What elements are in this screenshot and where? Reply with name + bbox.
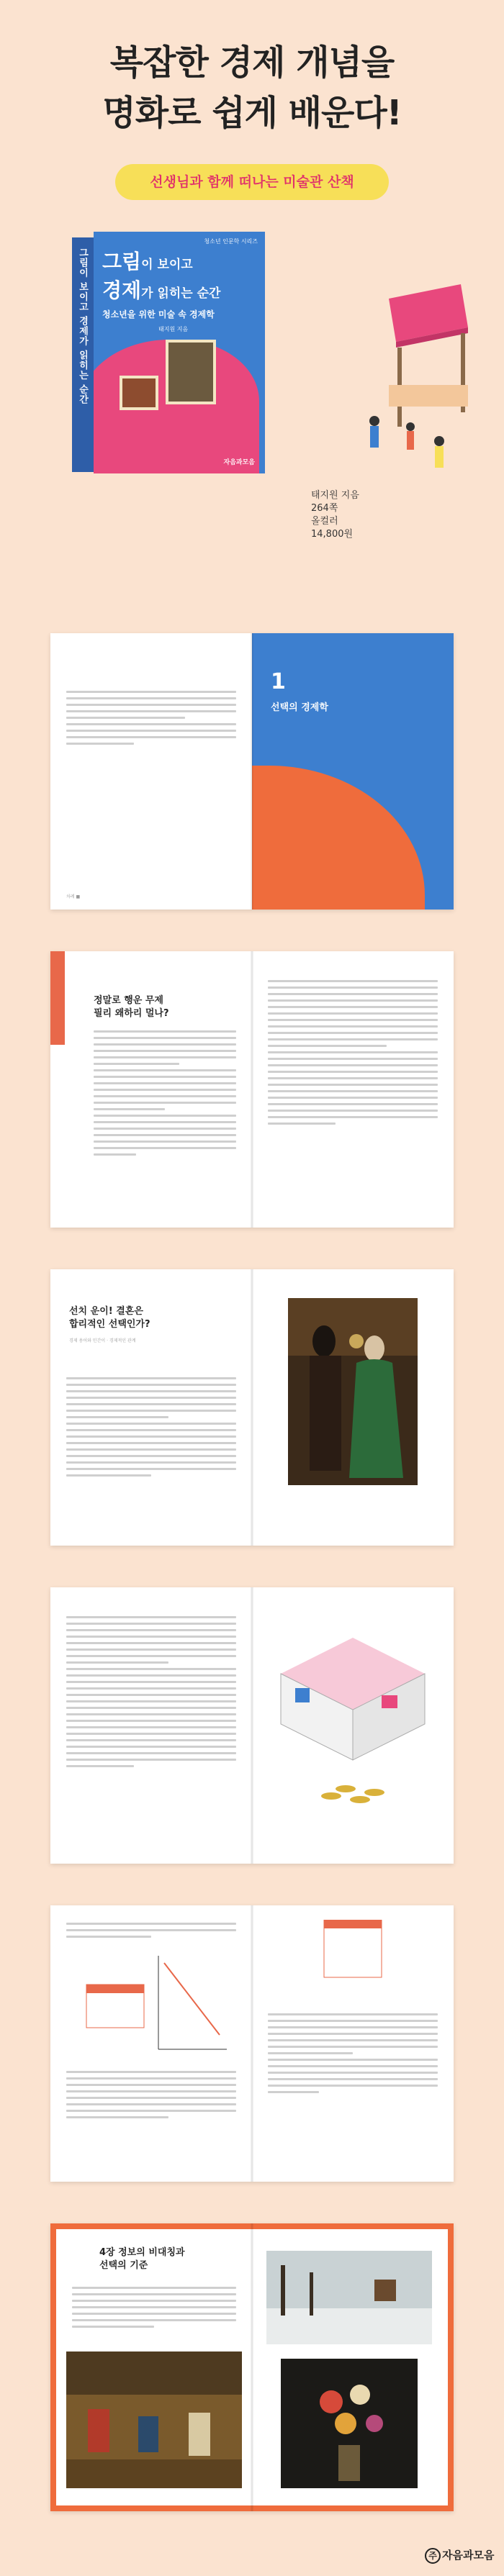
spread-left-page (50, 633, 252, 910)
tagline-pill: 선생님과 함께 떠나는 미술관 산책 (115, 164, 389, 200)
chapter-illustration-shape (252, 766, 425, 910)
book-cover-3d (72, 232, 265, 473)
economics-table-illustration (281, 1920, 425, 2006)
sample-spread-illustration (50, 1587, 454, 1864)
section-title: 정말로 행운 무제 필리 왜하리 멀나? (94, 995, 169, 1019)
body-text-block (66, 1377, 236, 1481)
spread-right-page (252, 1905, 454, 2182)
section-title: 4장 정보의 비대칭과 선택의 기준 (99, 2247, 185, 2271)
headline: 복잡한 경제 개념을 명화로 쉽게 배운다! (102, 42, 402, 133)
book-info: 태지원 지음 264쪽 올컬러 14,800원 (311, 490, 359, 540)
spine-title: 그림이 보이고 경제가 읽히는 순간 (77, 248, 88, 405)
body-text-block (66, 1923, 236, 1942)
body-text-block (66, 691, 236, 749)
sample-spread-chapter-opener (50, 633, 454, 910)
winter-landscape-painting-image (266, 2251, 432, 2344)
flower-still-life-painting-image (281, 2359, 418, 2488)
book-spine (72, 237, 94, 472)
spread-right-page (252, 1269, 454, 1546)
spread-right-page (252, 1587, 454, 1864)
cover-publisher: 자음과모음 (223, 459, 255, 466)
cover-series: 청소년 인문학 시리즈 (204, 238, 258, 245)
book-cover (94, 232, 265, 473)
body-text-block (268, 2013, 438, 2097)
market-stall-illustration (360, 284, 475, 486)
chapter-number: 1 (271, 669, 286, 694)
bruegel-painting-image (66, 2351, 242, 2488)
section-title: 선치 운이! 결혼은 합리적인 선택인가? (69, 1306, 150, 1330)
economics-graph-illustration (72, 1949, 230, 2056)
chapter-title: 선택의 경제학 (271, 702, 328, 713)
body-text-block (268, 980, 438, 1129)
body-text-block (66, 2071, 236, 2123)
spread-left-page (56, 2229, 252, 2505)
publisher-logo: 주 자음과모음 (425, 2547, 494, 2564)
body-text-block (72, 2287, 236, 2332)
spread-left-page (50, 1269, 252, 1546)
sample-spread-graph (50, 1905, 454, 2182)
cover-title: 그림이 보이고 경제가 읽히는 순간 (102, 250, 221, 302)
spread-right-page (252, 633, 454, 910)
spread-left-page (50, 951, 252, 1228)
spread-left-page (50, 1905, 252, 2182)
sample-spread-chapter4 (50, 2223, 454, 2511)
body-text-block (94, 1030, 236, 1160)
body-text-block (66, 1616, 236, 1772)
sample-spread-text (50, 951, 454, 1228)
logo-mark-icon: 주 (425, 2548, 441, 2564)
arnolfini-painting-image (288, 1298, 418, 1485)
cover-author: 태지원 지음 (158, 326, 189, 332)
cover-subtitle: 청소년을 위한 미술 속 경제학 (102, 309, 215, 319)
cover-painting-frame (166, 340, 216, 404)
spread-left-page (50, 1587, 252, 1864)
chapter-tab (50, 951, 65, 1045)
page-footer: 차례 ■ (66, 894, 81, 899)
spread-right-page (252, 951, 454, 1228)
sample-spread-painting (50, 1269, 454, 1546)
cover-painting-frame-small (120, 376, 158, 410)
isometric-building-illustration (266, 1616, 439, 1832)
section-subtitle: 경제 용어와 민간이 · 경제적인 관계 (69, 1338, 136, 1343)
spread-right-page (252, 2229, 448, 2505)
